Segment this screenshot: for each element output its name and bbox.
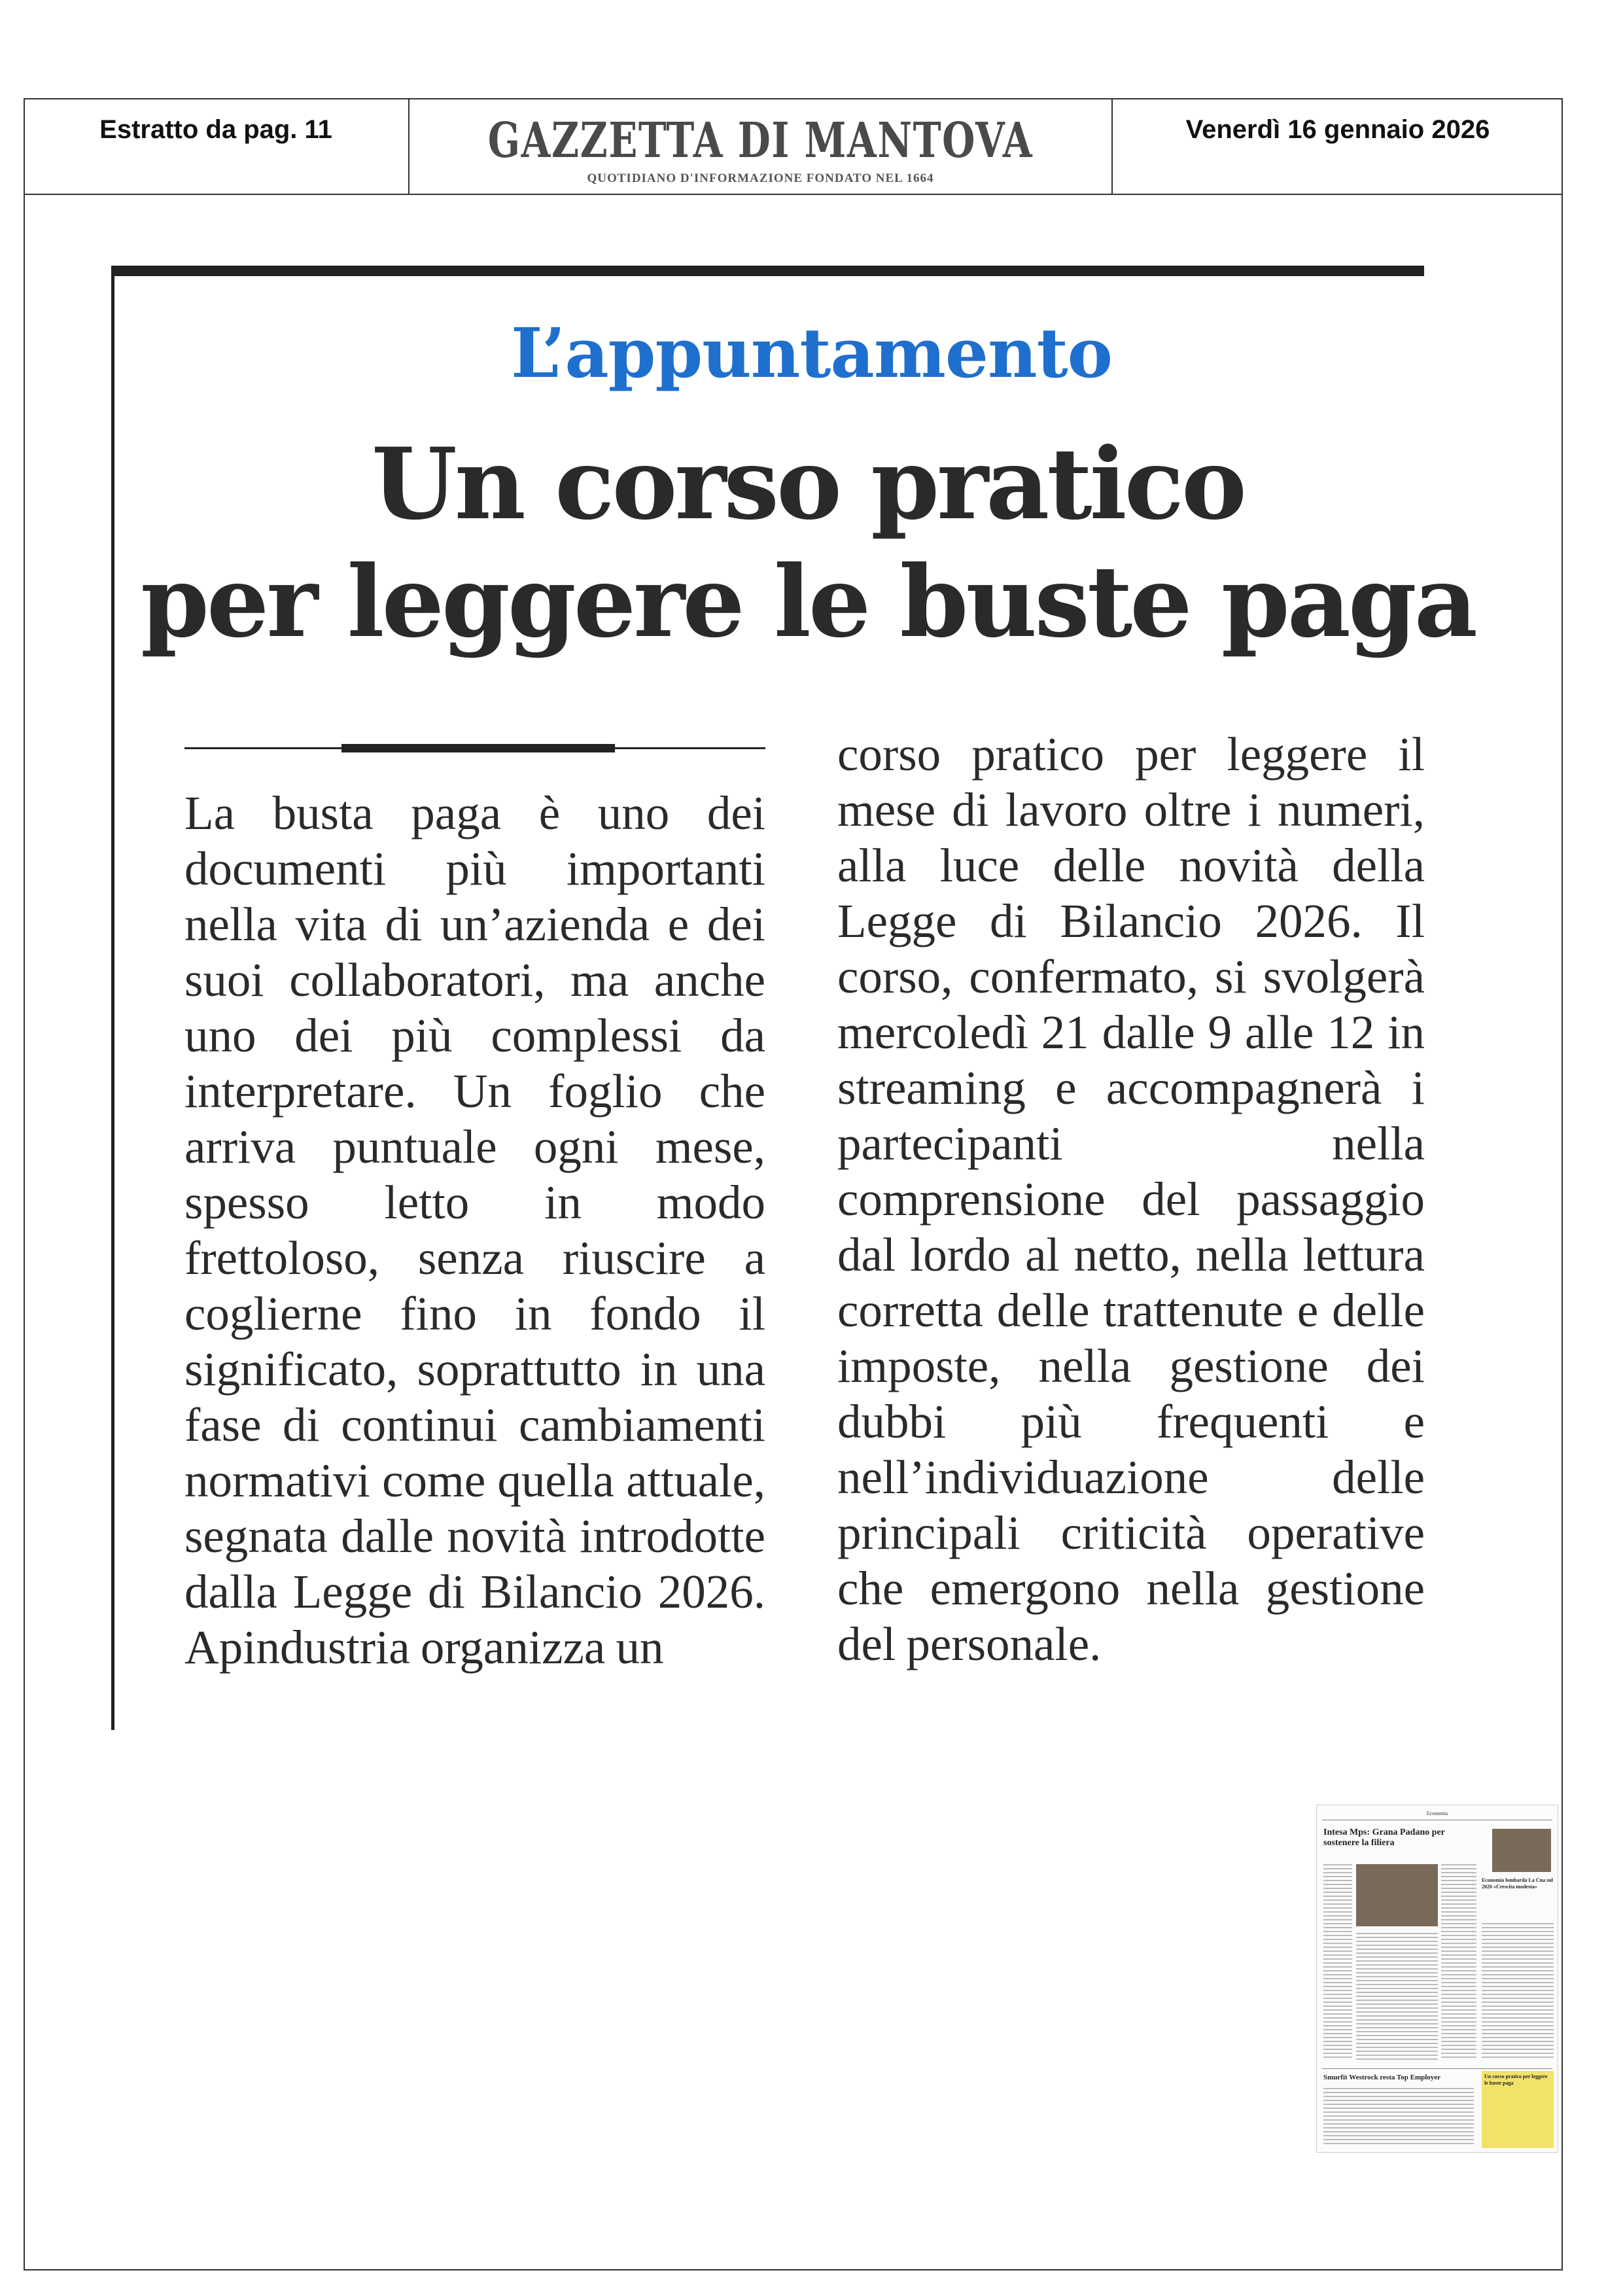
- clipping-header: [24, 98, 1563, 195]
- newspaper-masthead: GAZZETTA DI MANTOVA: [487, 113, 1034, 169]
- thumbnail-highlight-headline: Un corso pratico per leggere le buste paga: [1484, 2074, 1548, 2086]
- thumbnail-bottom-headline: Smurfit Westrock resta Top Employer: [1323, 2074, 1441, 2081]
- publication-date: Venerdì 16 gennaio 2026: [1185, 115, 1490, 144]
- thumbnail-text-block: [1323, 2088, 1474, 2147]
- thumbnail-text-block: [1441, 1864, 1476, 2060]
- extract-label: Estratto da pag. 11: [99, 115, 332, 144]
- thumbnail-side-photo: [1492, 1829, 1551, 1872]
- page-thumbnail: [1316, 1805, 1558, 2153]
- thumbnail-main-headline: Intesa Mps: Grana Padano per sostenere la filiera: [1323, 1828, 1445, 1848]
- thumbnail-rule: [1322, 2068, 1552, 2069]
- newspaper-tagline: QUOTIDIANO D'INFORMAZIONE FONDATO NEL 1664: [587, 171, 934, 185]
- article-kicker: L’appuntamento: [510, 313, 1113, 393]
- thumbnail-text-block: [1356, 1933, 1438, 2060]
- article-column-1: La busta paga è uno dei documenti più importanti nella vita di un’azienda e dei suoi collaboratori, ma anche uno dei più complessi da interpretare. Un foglio che arriva puntuale ogni mese, spesso letto in modo frettoloso, senza riuscire a coglierne fino in fondo il significato, soprattutto in una fase di continui cambiamenti normativi come quella attuale, segnata dalle novità introdotte dalla Legge di Bilancio 2026. Apindustria organizza un: [184, 786, 765, 1674]
- article-headline: [111, 425, 1505, 661]
- masthead-cell: [410, 98, 1113, 194]
- column-rule-thick: [341, 744, 615, 752]
- thumbnail-text-block: [1323, 1864, 1352, 2060]
- thumbnail-side-headline: Economia lombarda La Cna sul 2026 «Crescita modesta»: [1482, 1877, 1553, 1890]
- date-cell: [1113, 98, 1563, 194]
- thumbnail-main-photo: [1356, 1864, 1438, 1926]
- thumbnail-section: Economia: [1426, 1810, 1448, 1816]
- headline-line-2: per leggere le buste paga: [141, 544, 1475, 660]
- headline-line-1: Un corso pratico: [372, 427, 1244, 542]
- article-top-rule: [111, 266, 1424, 276]
- thumbnail-text-block: [1482, 1923, 1554, 2060]
- extract-cell: [24, 98, 410, 194]
- article-column-2: corso pratico per leggere il mese di lavoro oltre i numeri, alla luce delle novità della Legge di Bilancio 2026. Il corso, confermato, si svolgerà mercoledì 21 dalle 9 alle 12 in streaming e accompagnerà i partecipanti nella comprensione del passaggio dal lordo al netto, nella lettura corretta delle trattenute e delle imposte, nella gestione dei dubbi più frequenti e nell’individuazione delle principali criticità operative che emergono nella gestione del personale.: [837, 728, 1425, 1670]
